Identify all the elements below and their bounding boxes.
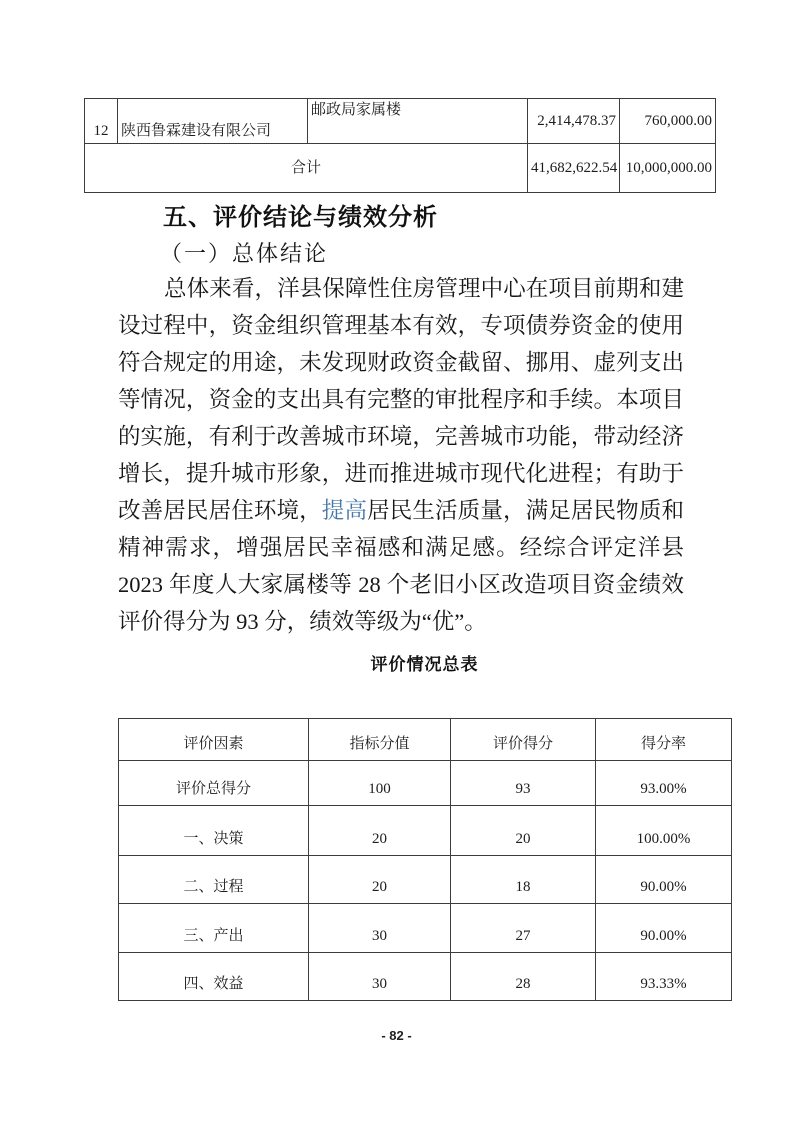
factor-cell: 四、效益 bbox=[119, 953, 309, 1001]
header-cell: 得分率 bbox=[596, 719, 732, 761]
score-cell: 28 bbox=[451, 953, 596, 1001]
company-cell: 陕西鲁霖建设有限公司 bbox=[118, 99, 308, 144]
section-heading: 五、评价结论与绩效分析 bbox=[163, 204, 438, 231]
factor-cell: 三、产出 bbox=[119, 904, 309, 953]
value-cell: 100 bbox=[309, 761, 451, 806]
table-row bbox=[85, 99, 716, 144]
value-cell: 20 bbox=[309, 856, 451, 904]
summary-table-title: 评价情况总表 bbox=[370, 655, 479, 674]
highlighted-text: 提高 bbox=[321, 498, 368, 523]
score-cell: 27 bbox=[451, 904, 596, 953]
rate-cell: 90.00% bbox=[596, 904, 732, 953]
total-amount-cell: 41,682,622.54 bbox=[528, 144, 620, 193]
funding-table-fragment bbox=[84, 98, 716, 193]
paragraph-text: 居民生活质量，满足居民物质和精神需求，增强居民幸福感和满足感。经综合评定洋县 2023 年度人大家属楼等 28 个老旧小区改造项目资金绩效评价得分为 93 分，绩效等级为“优”。 bbox=[118, 498, 684, 634]
value-cell: 30 bbox=[309, 953, 451, 1001]
total-amount-cell: 10,000,000.00 bbox=[620, 144, 716, 193]
factor-cell: 评价总得分 bbox=[119, 761, 309, 806]
table-header-row bbox=[119, 719, 732, 761]
table-total-row bbox=[85, 144, 716, 193]
value-cell: 20 bbox=[309, 806, 451, 856]
header-cell: 指标分值 bbox=[309, 719, 451, 761]
score-cell: 18 bbox=[451, 856, 596, 904]
table-row bbox=[119, 856, 732, 904]
table-row bbox=[119, 953, 732, 1001]
evaluation-summary-table bbox=[118, 718, 732, 1001]
table-row bbox=[119, 761, 732, 806]
score-cell: 93 bbox=[451, 761, 596, 806]
amount-cell: 2,414,478.37 bbox=[528, 99, 620, 144]
rate-cell: 93.33% bbox=[596, 953, 732, 1001]
table-row bbox=[119, 904, 732, 953]
factor-cell: 二、过程 bbox=[119, 856, 309, 904]
amount-cell: 760,000.00 bbox=[620, 99, 716, 144]
project-cell: 邮政局家属楼 bbox=[308, 99, 528, 144]
total-label-cell: 合计 bbox=[85, 144, 528, 193]
header-cell: 评价得分 bbox=[451, 719, 596, 761]
rate-cell: 93.00% bbox=[596, 761, 732, 806]
table-row bbox=[119, 806, 732, 856]
row-number-cell: 12 bbox=[85, 99, 118, 144]
value-cell: 30 bbox=[309, 904, 451, 953]
rate-cell: 90.00% bbox=[596, 856, 732, 904]
subsection-heading: （一）总体结论 bbox=[160, 241, 329, 266]
page-number: - 82 - bbox=[381, 1028, 412, 1043]
rate-cell: 100.00% bbox=[596, 806, 732, 856]
header-cell: 评价因素 bbox=[119, 719, 309, 761]
paragraph-text: 总体来看，洋县保障性住房管理中心在项目前期和建设过程中，资金组织管理基本有效，专项债券资金的使用符合规定的用途，未发现财政资金截留、挪用、虚列支出等情况，资金的支出具有完整的审批程序和手续。本项目的实施，有利于改善城市环境，完善城市功能，带动经济增长，提升城市形象，进而推进城市现代化进程；有助于改善居民居住环境， bbox=[118, 276, 684, 523]
score-cell: 20 bbox=[451, 806, 596, 856]
factor-cell: 一、决策 bbox=[119, 806, 309, 856]
conclusion-paragraph bbox=[118, 270, 684, 640]
